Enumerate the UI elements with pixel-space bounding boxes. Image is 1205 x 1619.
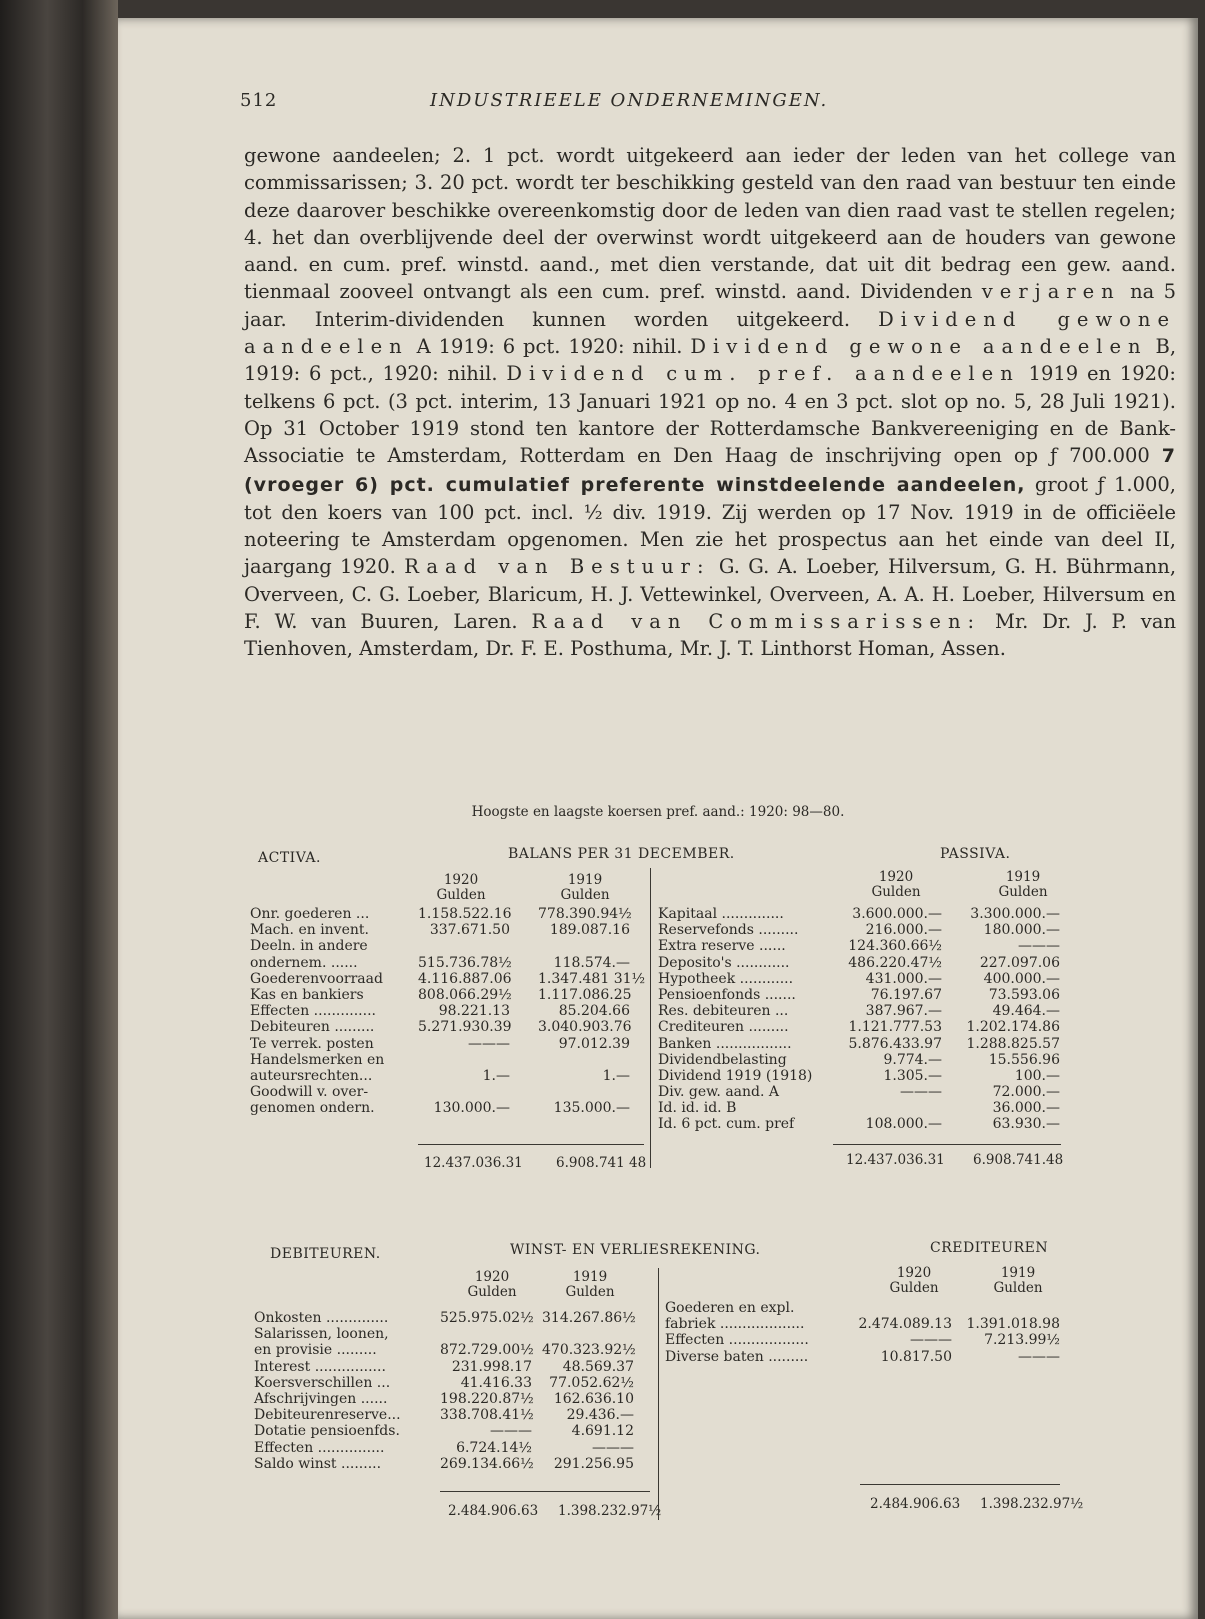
col-header-1919: 1919 Gulden bbox=[993, 1265, 1043, 1296]
debiteuren-total-1920: 2.484.906.63 bbox=[448, 1503, 539, 1519]
cell-value: ——— bbox=[910, 1332, 952, 1349]
cell-value: 338.708.41½ bbox=[440, 1407, 534, 1424]
row-label: Mach. en invent. bbox=[250, 922, 369, 939]
row-label: Salarissen, loonen, bbox=[254, 1326, 389, 1343]
row-label: genomen ondern. bbox=[250, 1100, 375, 1117]
debiteuren-labels bbox=[254, 1310, 444, 1472]
cell-value: 124.360.66½ bbox=[848, 938, 942, 955]
cell-value: 36.000.— bbox=[992, 1100, 1060, 1117]
row-label: Goederen en expl. bbox=[665, 1300, 795, 1316]
cell-value: 108.000.— bbox=[865, 1116, 942, 1133]
cell-value: 41.416.33 bbox=[460, 1374, 532, 1391]
row-label: Kapitaal .............. bbox=[658, 906, 784, 922]
cell-value: 73.593.06 bbox=[988, 986, 1060, 1003]
cell-value: 97.012.39 bbox=[558, 1035, 630, 1052]
passiva-caption: PASSIVA. bbox=[940, 846, 1011, 862]
cell-value: 4.116.887.06 bbox=[418, 970, 512, 987]
passiva-total-1920: 12.437.036.31 bbox=[846, 1152, 945, 1168]
col-header-1920: 1920 Gulden bbox=[889, 1265, 939, 1296]
cell-value: 515.736.78½ bbox=[418, 954, 512, 971]
row-label: Te verrek. posten bbox=[250, 1035, 374, 1052]
debiteuren-total-1919: 1.398.232.97½ bbox=[558, 1503, 662, 1519]
row-label: Res. debiteuren ... bbox=[658, 1003, 789, 1020]
cell-value: 2.474.089.13 bbox=[858, 1316, 952, 1333]
total-rule bbox=[833, 1144, 1061, 1145]
text-segment: Mr. Dr. J. P. van Tienhoven, Amsterdam, Dr. F. E. Posthuma, Mr. J. T. Linthorst Homan, Assen. bbox=[244, 610, 1177, 661]
text-segment: gewone aandeelen; 2. 1 pct. wordt uitgekeerd aan ieder der leden van het college van commissarissen; 3. 20 pct. wordt ter beschikking gesteld van den raad van bestuur ten einde deze daarover beschikke overeenkomstig door de leden van dien raad vast te stellen regelen; 4. het dan overblijvende deel der overwinst wordt uitgekeerd aan de houders van gewone aand. en cum. pref. winstd. aand., met dien verstande, dat uit dit bedrag een gew. aand. tienmaal zooveel ontvangt als een cum. pref. winstd. aand. bbox=[244, 144, 1176, 304]
passiva-1919-values bbox=[958, 906, 1060, 1133]
cell-value: 1.391.018.98 bbox=[966, 1316, 1060, 1333]
cell-value bbox=[848, 1300, 952, 1316]
crediteuren-total-1919: 1.398.232.97½ bbox=[980, 1496, 1084, 1512]
cell-value: 269.134.66½ bbox=[440, 1455, 534, 1472]
row-label: Crediteuren ......... bbox=[658, 1019, 789, 1036]
row-label: Reservefonds ......... bbox=[658, 922, 799, 939]
cell-value: 778.390.94½ bbox=[538, 906, 632, 922]
row-label: Pensioenfonds ....... bbox=[658, 986, 796, 1003]
cell-value: 337.671.50 bbox=[429, 922, 510, 939]
cell-value: ——— bbox=[900, 1084, 942, 1101]
cell-value bbox=[440, 1326, 532, 1342]
cell-value: 400.000.— bbox=[983, 970, 1060, 987]
total-rule bbox=[418, 1144, 644, 1145]
passiva-total-1919: 6.908.741.48 bbox=[973, 1152, 1064, 1168]
spaced-term: Raad van Bestuur: bbox=[404, 555, 711, 579]
column-rule bbox=[650, 868, 651, 1168]
row-label: Onkosten .............. bbox=[254, 1310, 389, 1326]
crediteuren-labels bbox=[665, 1300, 865, 1365]
row-label: Dotatie pensioenfds. bbox=[254, 1423, 400, 1440]
row-label: Debiteurenreserve... bbox=[254, 1407, 401, 1424]
row-label: Onr. goederen ... bbox=[250, 906, 370, 922]
activa-1920-values bbox=[418, 906, 510, 1116]
row-label: Extra reserve ...... bbox=[658, 938, 786, 955]
cell-value: 1.288.825.57 bbox=[966, 1035, 1060, 1052]
cell-value: 100.— bbox=[1014, 1067, 1060, 1084]
cell-value: 85.204.66 bbox=[558, 1003, 630, 1020]
cell-value: 118.574.— bbox=[553, 954, 630, 971]
book-binding bbox=[0, 0, 118, 1619]
cell-value: 1.158.522.16 bbox=[418, 906, 512, 922]
cell-value: 189.087.16 bbox=[549, 922, 630, 939]
row-label: Koersverschillen ... bbox=[254, 1374, 391, 1391]
text-segment: Dividenden bbox=[860, 280, 973, 304]
cell-value: 5.271.930.39 bbox=[418, 1019, 512, 1036]
row-label: Debiteuren ......... bbox=[250, 1019, 375, 1036]
cell-value bbox=[418, 938, 510, 954]
cell-value: 3.040.903.76 bbox=[538, 1019, 632, 1036]
row-label: Interest ................ bbox=[254, 1358, 386, 1375]
debiteuren-1920-values bbox=[440, 1310, 532, 1472]
row-label: ondernem. ...... bbox=[250, 954, 358, 971]
cell-value: 198.220.87½ bbox=[440, 1390, 534, 1407]
text-segment: G. G. A. Loeber, Hilversum, G. H. Bührmann, Overveen, C. G. Loeber, Blaricum, H. J. Vettewinkel, Overveen, A. A. H. Loeber, Hilversum en F. W. van Buuren, Laren. bbox=[244, 555, 1177, 634]
cell-value: 76.197.67 bbox=[870, 986, 942, 1003]
text-segment: A 1919: 6 pct. 1920: nihil. bbox=[416, 335, 683, 359]
cell-value: ——— bbox=[592, 1439, 634, 1456]
cell-value: 387.967.— bbox=[865, 1003, 942, 1020]
row-label: Dividendbelasting bbox=[658, 1051, 787, 1068]
cell-value: ——— bbox=[468, 1035, 510, 1052]
spaced-term: Dividend gewone aandeelen bbox=[244, 307, 1176, 359]
row-label: Hypotheek ............ bbox=[658, 970, 794, 987]
col-header-1920: 1920 Gulden bbox=[871, 869, 921, 900]
cell-value: 231.998.17 bbox=[451, 1358, 532, 1375]
crediteuren-caption: CREDITEUREN bbox=[930, 1240, 1049, 1256]
cell-value: 135.000.— bbox=[553, 1100, 630, 1117]
row-label: Id. 6 pct. cum. pref bbox=[658, 1116, 795, 1133]
col-header-1920: 1920 Gulden bbox=[467, 1269, 517, 1300]
cell-value: 77.052.62½ bbox=[549, 1374, 634, 1391]
activa-total-1919: 6.908.741 48 bbox=[556, 1155, 647, 1171]
cell-value: 525.975.02½ bbox=[440, 1310, 534, 1326]
col-header-1920: 1920 Gulden bbox=[436, 872, 486, 903]
cell-value: 63.930.— bbox=[992, 1116, 1060, 1133]
page-number: 512 bbox=[240, 90, 278, 111]
spaced-term: verjaren bbox=[981, 280, 1121, 304]
spaced-term: Dividend gewone aandeelen bbox=[690, 335, 1148, 359]
spaced-term: Raad van Commissarissen: bbox=[531, 610, 982, 634]
text-segment: groot ƒ 1.000, tot den koers van 100 pct. incl. ½ div. 1919. Zij werden op 17 Nov. 1919 in de officiëele noteering te Amsterdam opgenomen. Men zie het prospectus aan het einde van deel II, jaargang 1920. bbox=[244, 472, 1176, 579]
crediteuren-1920-values bbox=[848, 1300, 952, 1365]
body-text bbox=[244, 142, 1176, 663]
activa-total-1920: 12.437.036.31 bbox=[424, 1155, 523, 1171]
cell-value: ——— bbox=[1018, 1348, 1060, 1365]
activa-caption: ACTIVA. bbox=[258, 850, 321, 866]
cell-value bbox=[418, 1052, 510, 1068]
cell-value: 3.600.000.— bbox=[852, 906, 942, 922]
cell-value: 470.323.92½ bbox=[542, 1342, 636, 1359]
cell-value: 48.569.37 bbox=[562, 1358, 634, 1375]
debiteuren-1919-values bbox=[542, 1310, 634, 1472]
cell-value: 227.097.06 bbox=[979, 954, 1060, 971]
row-label: Kas en bankiers bbox=[250, 986, 364, 1003]
row-label: Div. gew. aand. A bbox=[658, 1084, 780, 1101]
cell-value bbox=[538, 1084, 630, 1100]
cell-value: 49.464.— bbox=[992, 1003, 1060, 1020]
row-label: Effecten ............... bbox=[254, 1439, 385, 1456]
debiteuren-caption: DEBITEUREN. bbox=[270, 1246, 381, 1262]
cell-value: 1.305.— bbox=[883, 1067, 942, 1084]
cell-value: 15.556.96 bbox=[988, 1051, 1060, 1068]
cell-value: 808.066.29½ bbox=[418, 986, 512, 1003]
row-label: Dividend 1919 (1918) bbox=[658, 1067, 813, 1084]
cell-value: 3.300.000.— bbox=[970, 906, 1060, 922]
activa-labels bbox=[250, 906, 422, 1116]
column-rule bbox=[658, 1268, 659, 1520]
cell-value bbox=[542, 1326, 634, 1342]
row-label: Deeln. in andere bbox=[250, 938, 368, 955]
running-title: INDUSTRIEELE ONDERNEMINGEN. bbox=[430, 90, 829, 111]
text-segment: B, 1919: 6 pct., 1920: nihil. bbox=[244, 335, 1177, 386]
row-label: Handelsmerken en bbox=[250, 1051, 385, 1068]
cell-value: 72.000.— bbox=[992, 1084, 1060, 1101]
cell-value: 291.256.95 bbox=[553, 1455, 634, 1472]
cell-value: 162.636.10 bbox=[553, 1390, 634, 1407]
row-label: Goederenvoorraad bbox=[250, 970, 383, 987]
price-note: Hoogste en laagste koersen pref. aand.: 1920: 98—80. bbox=[471, 804, 845, 820]
cell-value: 130.000.— bbox=[433, 1100, 510, 1117]
cell-value bbox=[418, 1084, 510, 1100]
cell-value: 98.221.13 bbox=[438, 1003, 510, 1020]
col-header-1919: 1919 Gulden bbox=[998, 869, 1048, 900]
winst-title: WINST- EN VERLIESREKENING. bbox=[510, 1242, 761, 1258]
paragraph bbox=[244, 142, 1176, 663]
text-segment: 1919 en 1920: telkens 6 pct. (3 pct. interim, 13 Januari 1921 op no. 4 en 3 pct. slot op no. 5, 28 Juli 1921). Op 31 October 1919 stond ten kantore der Rotterdamsche Bankvereeniging en de Bank-Associatie te Amsterdam, Rotterdam en Den Haag de inschrijving open op ƒ 700.000 bbox=[244, 362, 1177, 468]
text-segment: na 5 jaar. Interim-dividenden kunnen worden uitgekeerd. bbox=[244, 280, 1177, 331]
cell-value: 1.347.481 31½ bbox=[538, 970, 646, 987]
col-header-1919: 1919 Gulden bbox=[560, 872, 610, 903]
col-header-1919: 1919 Gulden bbox=[565, 1269, 615, 1300]
balans-title: BALANS PER 31 DECEMBER. bbox=[508, 846, 735, 862]
row-label: Id. id. id. B bbox=[658, 1100, 737, 1117]
cell-value: 1.— bbox=[482, 1067, 510, 1084]
cell-value: 5.876.433.97 bbox=[848, 1035, 942, 1052]
cell-value: 6.724.14½ bbox=[456, 1439, 532, 1456]
crediteuren-1919-values bbox=[960, 1300, 1060, 1365]
cell-value: 872.729.00½ bbox=[440, 1342, 534, 1359]
cell-value: 10.817.50 bbox=[880, 1348, 952, 1365]
cell-value: 314.267.86½ bbox=[542, 1310, 636, 1326]
cell-value bbox=[538, 938, 630, 954]
cell-value: 486.220.47½ bbox=[848, 954, 942, 971]
cell-value: ——— bbox=[1018, 938, 1060, 955]
cell-value: 4.691.12 bbox=[571, 1423, 634, 1440]
activa-1919-values bbox=[538, 906, 646, 1117]
crediteuren-total-1920: 2.484.906.63 bbox=[870, 1496, 961, 1512]
cell-value: 9.774.— bbox=[883, 1051, 942, 1068]
book-page bbox=[118, 18, 1198, 1619]
cell-value bbox=[832, 1100, 942, 1116]
row-label: Effecten .............. bbox=[250, 1003, 376, 1020]
row-label: Banken ................. bbox=[658, 1035, 792, 1052]
row-label: Deposito's ............ bbox=[658, 954, 790, 971]
passiva-1920-values bbox=[832, 906, 942, 1133]
cell-value: 1.121.777.53 bbox=[848, 1019, 942, 1036]
row-label: en provisie ......... bbox=[254, 1342, 377, 1359]
row-label: Afschrijvingen ...... bbox=[254, 1390, 388, 1407]
row-label: Saldo winst ......... bbox=[254, 1455, 382, 1472]
cell-value: 216.000.— bbox=[865, 922, 942, 939]
total-rule bbox=[860, 1484, 1060, 1485]
cell-value: 7.213.99½ bbox=[984, 1332, 1060, 1349]
cell-value bbox=[960, 1300, 1060, 1316]
cell-value: 1.117.086.25 bbox=[538, 986, 632, 1003]
cell-value: 180.000.— bbox=[983, 922, 1060, 939]
total-rule bbox=[440, 1491, 650, 1492]
bold-heading: 7 (vroeger 6) pct. cumulatief preferente winstdeelende aandeelen, bbox=[244, 445, 1176, 496]
cell-value: 431.000.— bbox=[865, 970, 942, 987]
cell-value bbox=[538, 1052, 630, 1068]
cell-value: ——— bbox=[490, 1423, 532, 1440]
row-label: Goodwill v. over- bbox=[250, 1084, 369, 1101]
spaced-term: Dividend cum. pref. aandeelen bbox=[506, 362, 1020, 386]
row-label: auteursrechten... bbox=[250, 1067, 373, 1084]
passiva-labels bbox=[658, 906, 843, 1133]
cell-value: 1.202.174.86 bbox=[966, 1019, 1060, 1036]
cell-value: 1.— bbox=[602, 1067, 630, 1084]
row-label: fabriek ................... bbox=[665, 1316, 805, 1333]
row-label: Diverse baten ......... bbox=[665, 1348, 809, 1365]
row-label: Effecten .................. bbox=[665, 1332, 809, 1349]
cell-value: 29.436.— bbox=[566, 1407, 634, 1424]
